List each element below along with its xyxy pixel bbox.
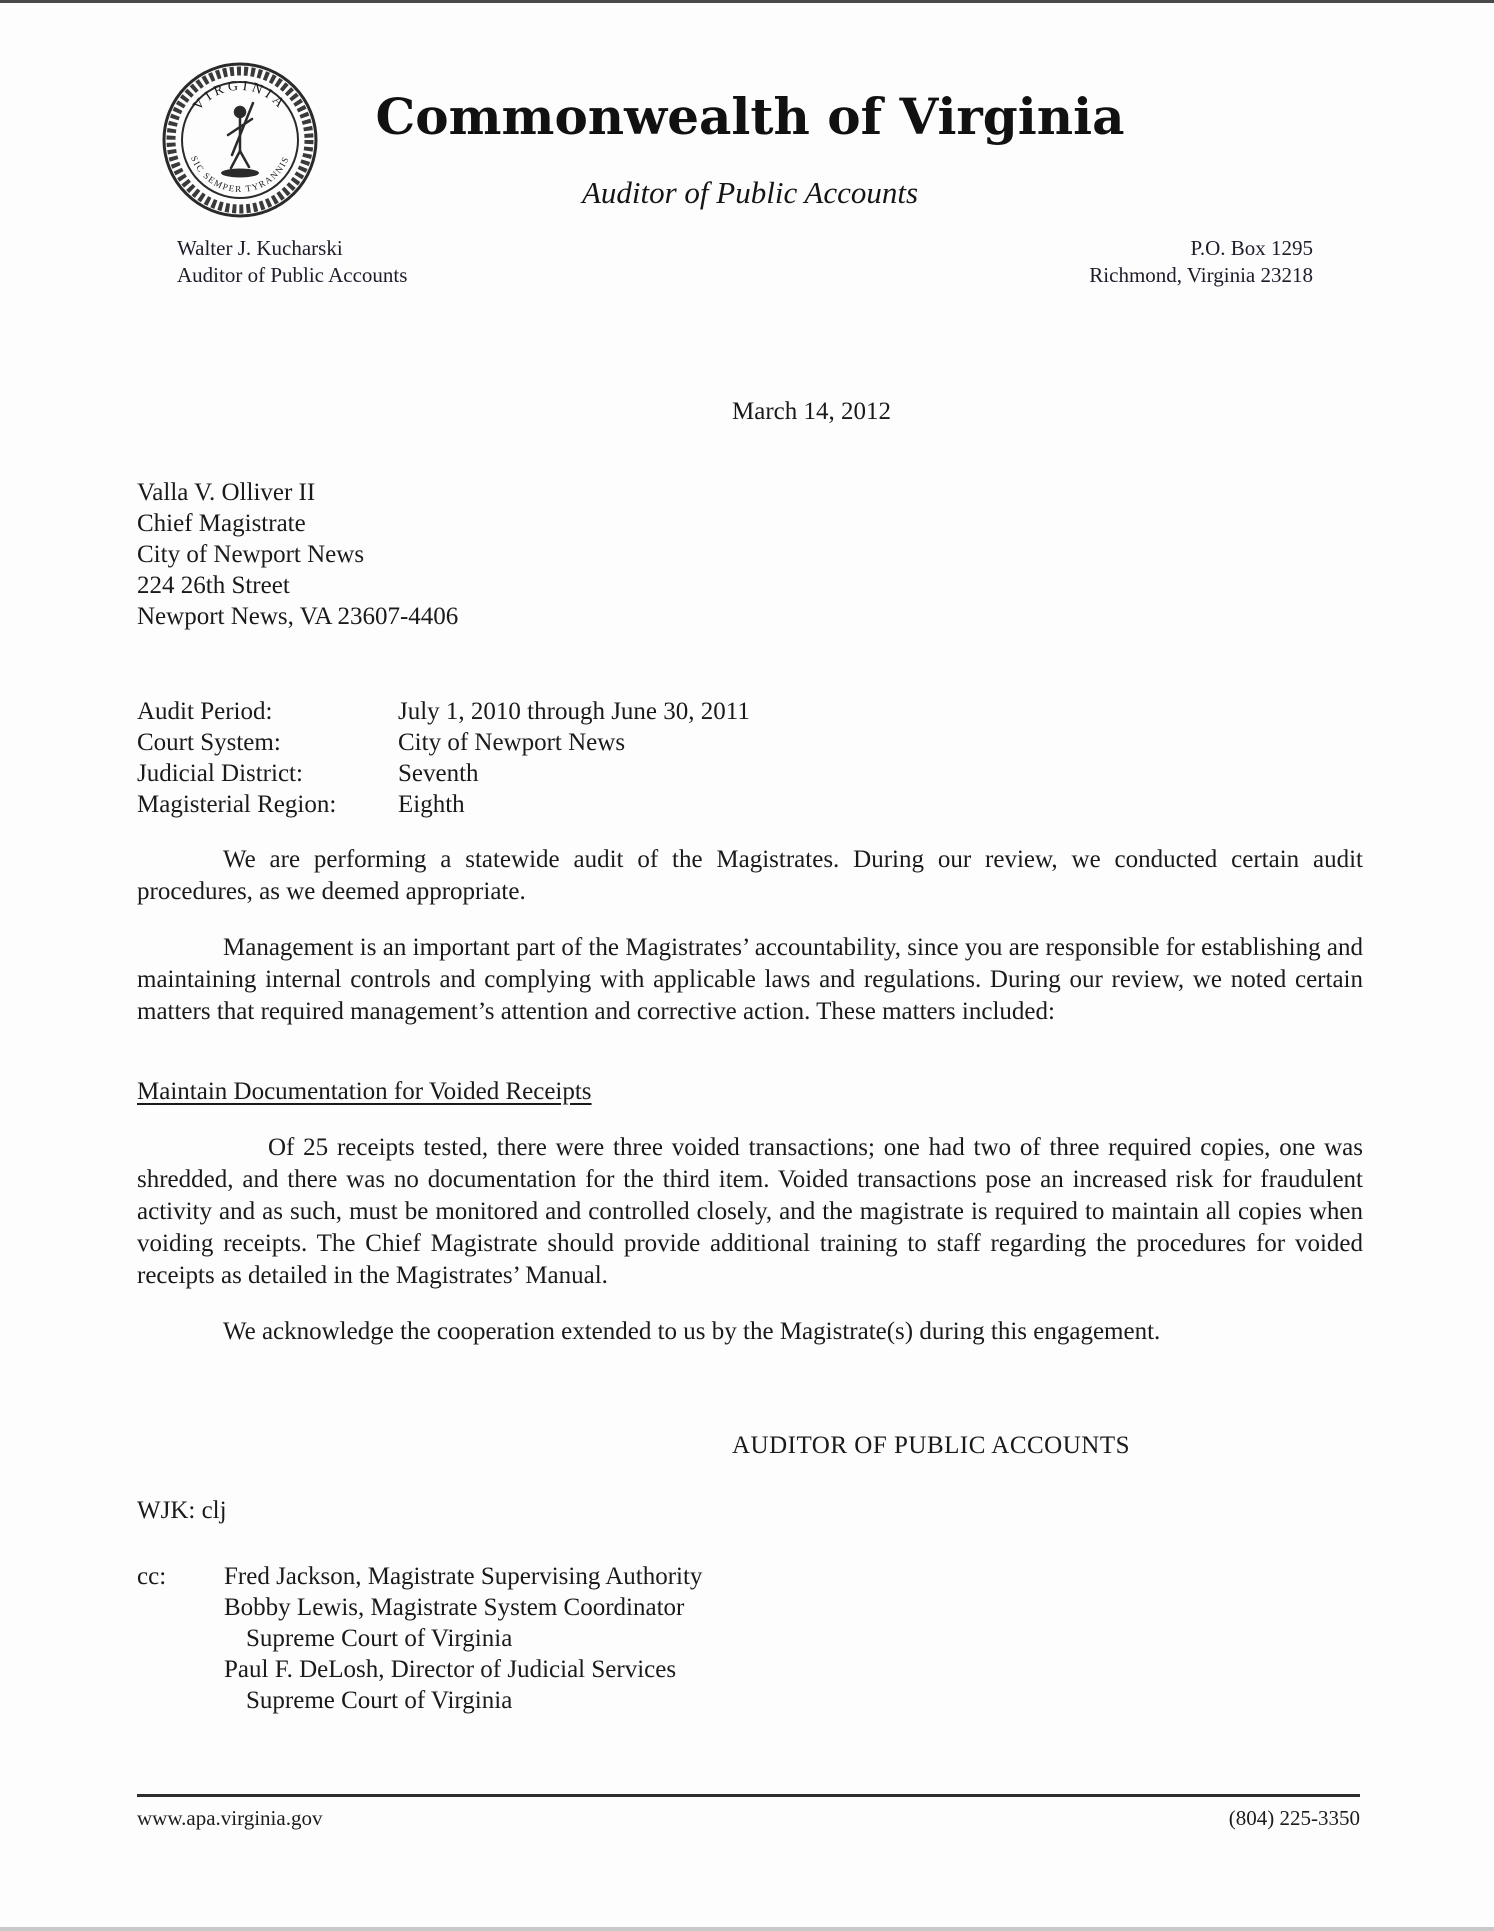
audit-label: Audit Period: bbox=[137, 698, 273, 725]
paragraph-audit-intro: We are performing a statewide audit of the Magistrates. During our review, we conducted certain audit procedures, as we deemed appropriate. bbox=[137, 846, 1363, 905]
audit-label: Court System: bbox=[137, 729, 281, 756]
cc-block bbox=[137, 1561, 702, 1716]
office-address-block bbox=[1089, 235, 1313, 289]
signature-organization: AUDITOR OF PUBLIC ACCOUNTS bbox=[732, 1432, 1131, 1459]
paragraph-closing: We acknowledge the cooperation extended to us by the Magistrate(s) during this engagement. bbox=[223, 1318, 1161, 1345]
footer-phone: (804) 225-3350 bbox=[1228, 1806, 1360, 1830]
audit-label: Magisterial Region: bbox=[137, 791, 337, 818]
auditor-role: Auditor of Public Accounts bbox=[177, 263, 408, 287]
recipient-street: 224 26th Street bbox=[137, 572, 290, 599]
letter-date: March 14, 2012 bbox=[732, 398, 891, 425]
recipient-city-zip: Newport News, VA 23607-4406 bbox=[137, 603, 459, 630]
reference-initials: WJK: clj bbox=[137, 1497, 227, 1524]
audit-info-table bbox=[137, 696, 750, 820]
finding-heading: Maintain Documentation for Voided Receipts bbox=[137, 1078, 592, 1105]
paragraph-finding-body: Of 25 receipts tested, there were three voided transactions; one had two of three required copies, one was shredded, and there was no documentation for the third item. Voided transactions pose an increased risk for fraudulent activity and as such, must be monitored and controlled closely, and the magistrate is required to maintain all copies when voiding receipts. The Chief Magistrate should provide additional training to staff regarding the procedures for voided receipts as detailed in the Magistrates’ Manual. bbox=[137, 1134, 1363, 1289]
recipient-block bbox=[137, 477, 458, 632]
footer-divider bbox=[137, 1794, 1360, 1797]
recipient-title: Chief Magistrate bbox=[137, 510, 306, 537]
po-box-line: P.O. Box 1295 bbox=[1190, 236, 1313, 260]
cc-item: Fred Jackson, Magistrate Supervising Authority bbox=[224, 1563, 703, 1590]
auditor-identity-block bbox=[177, 235, 407, 289]
audit-label: Judicial District: bbox=[137, 760, 303, 787]
recipient-org: City of Newport News bbox=[137, 541, 365, 568]
cc-item: Bobby Lewis, Magistrate System Coordinator bbox=[224, 1594, 685, 1621]
cc-label: cc: bbox=[137, 1563, 167, 1590]
letterhead-subtitle: Auditor of Public Accounts bbox=[581, 175, 919, 210]
audit-value: July 1, 2010 through June 30, 2011 bbox=[398, 698, 750, 725]
cc-item: Paul F. DeLosh, Director of Judicial Services bbox=[224, 1656, 677, 1683]
audit-value: Eighth bbox=[398, 791, 465, 818]
auditor-name: Walter J. Kucharski bbox=[177, 236, 343, 260]
footer-website: www.apa.virginia.gov bbox=[137, 1806, 323, 1830]
cc-list bbox=[224, 1561, 702, 1716]
paragraph-management: Management is an important part of the Magistrates’ accountability, since you are responsible for establishing and maintaining internal controls and complying with applicable laws and regulations. During our review, we noted certain matters that required management’s attention and corrective action. These matters included: bbox=[137, 934, 1363, 1025]
seal-motto-text: SIC SEMPER TYRANNIS bbox=[189, 154, 291, 195]
seal-top-text: VIRGINIA bbox=[190, 78, 290, 114]
letterhead-title: Commonwealth of Virginia bbox=[375, 87, 1125, 146]
footer bbox=[137, 1806, 1360, 1831]
recipient-name: Valla V. Olliver II bbox=[137, 479, 316, 506]
city-state-zip-line: Richmond, Virginia 23218 bbox=[1089, 263, 1313, 287]
audit-value: City of Newport News bbox=[398, 729, 626, 756]
cc-item: Supreme Court of Virginia bbox=[246, 1625, 513, 1652]
audit-value: Seventh bbox=[398, 760, 479, 787]
cc-item: Supreme Court of Virginia bbox=[246, 1687, 513, 1714]
